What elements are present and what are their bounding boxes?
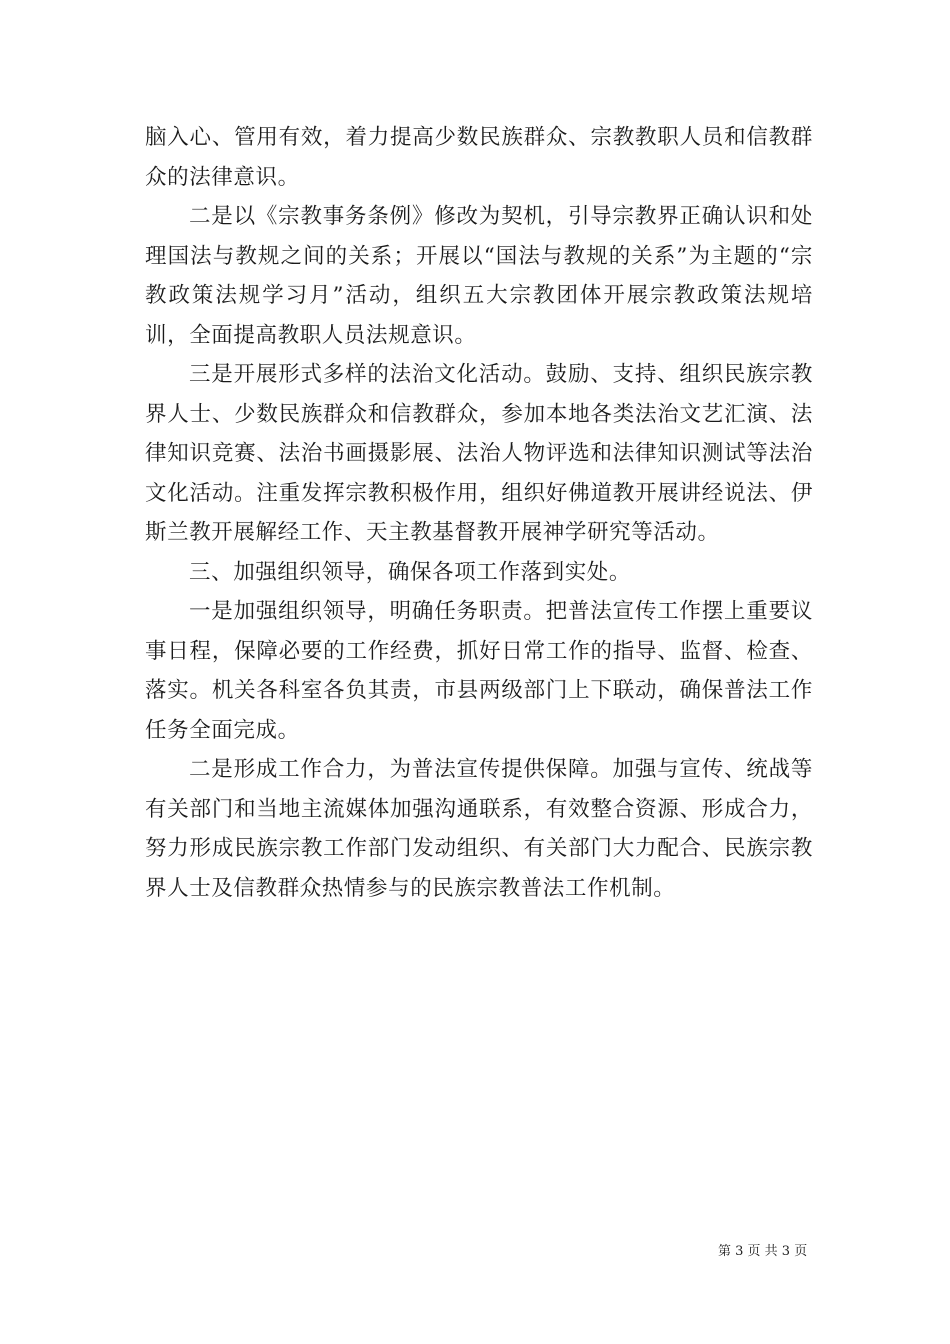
document-body [145, 118, 813, 908]
paragraph-5: 一是加强组织领导，明确任务职责。把普法宣传工作摆上重要议事日程，保障必要的工作经费，抓好日常工作的指导、监督、检查、落实。机关各科室各负其责，市县两级部门上下联动，确保普法工作任务全面完成。 [145, 599, 813, 743]
paragraph-3: 三是开展形式多样的法治文化活动。鼓励、支持、组织民族宗教界人士、少数民族群众和信教群众，参加本地各类法治文艺汇演、法律知识竞赛、法治书画摄影展、法治人物评选和法律知识测试等法治文化活动。注重发挥宗教积极作用，组织好佛道教开展讲经说法、伊斯兰教开展解经工作、天主教基督教开展神学研究等活动。 [145, 362, 813, 545]
paragraph-1: 脑入心、管用有效，着力提高少数民族群众、宗教教职人员和信教群众的法律意识。 [145, 125, 813, 190]
paragraph-6: 二是形成工作合力，为普法宣传提供保障。加强与宣传、统战等有关部门和当地主流媒体加强沟通联系，有效整合资源、形成合力，努力形成民族宗教工作部门发动组织、有关部门大力配合、民族宗教界人士及信教群众热情参与的民族宗教普法工作机制。 [145, 757, 813, 901]
page-number: 第 3 页 共 3 页 [718, 1244, 808, 1259]
paragraph-2: 二是以《宗教事务条例》修改为契机，引导宗教界正确认识和处理国法与教规之间的关系；开展以“国法与教规的关系”为主题的“宗教政策法规学习月”活动，组织五大宗教团体开展宗教政策法规培训，全面提高教职人员法规意识。 [145, 204, 813, 348]
section-heading: 三、加强组织领导，确保各项工作落到实处。 [189, 559, 632, 585]
